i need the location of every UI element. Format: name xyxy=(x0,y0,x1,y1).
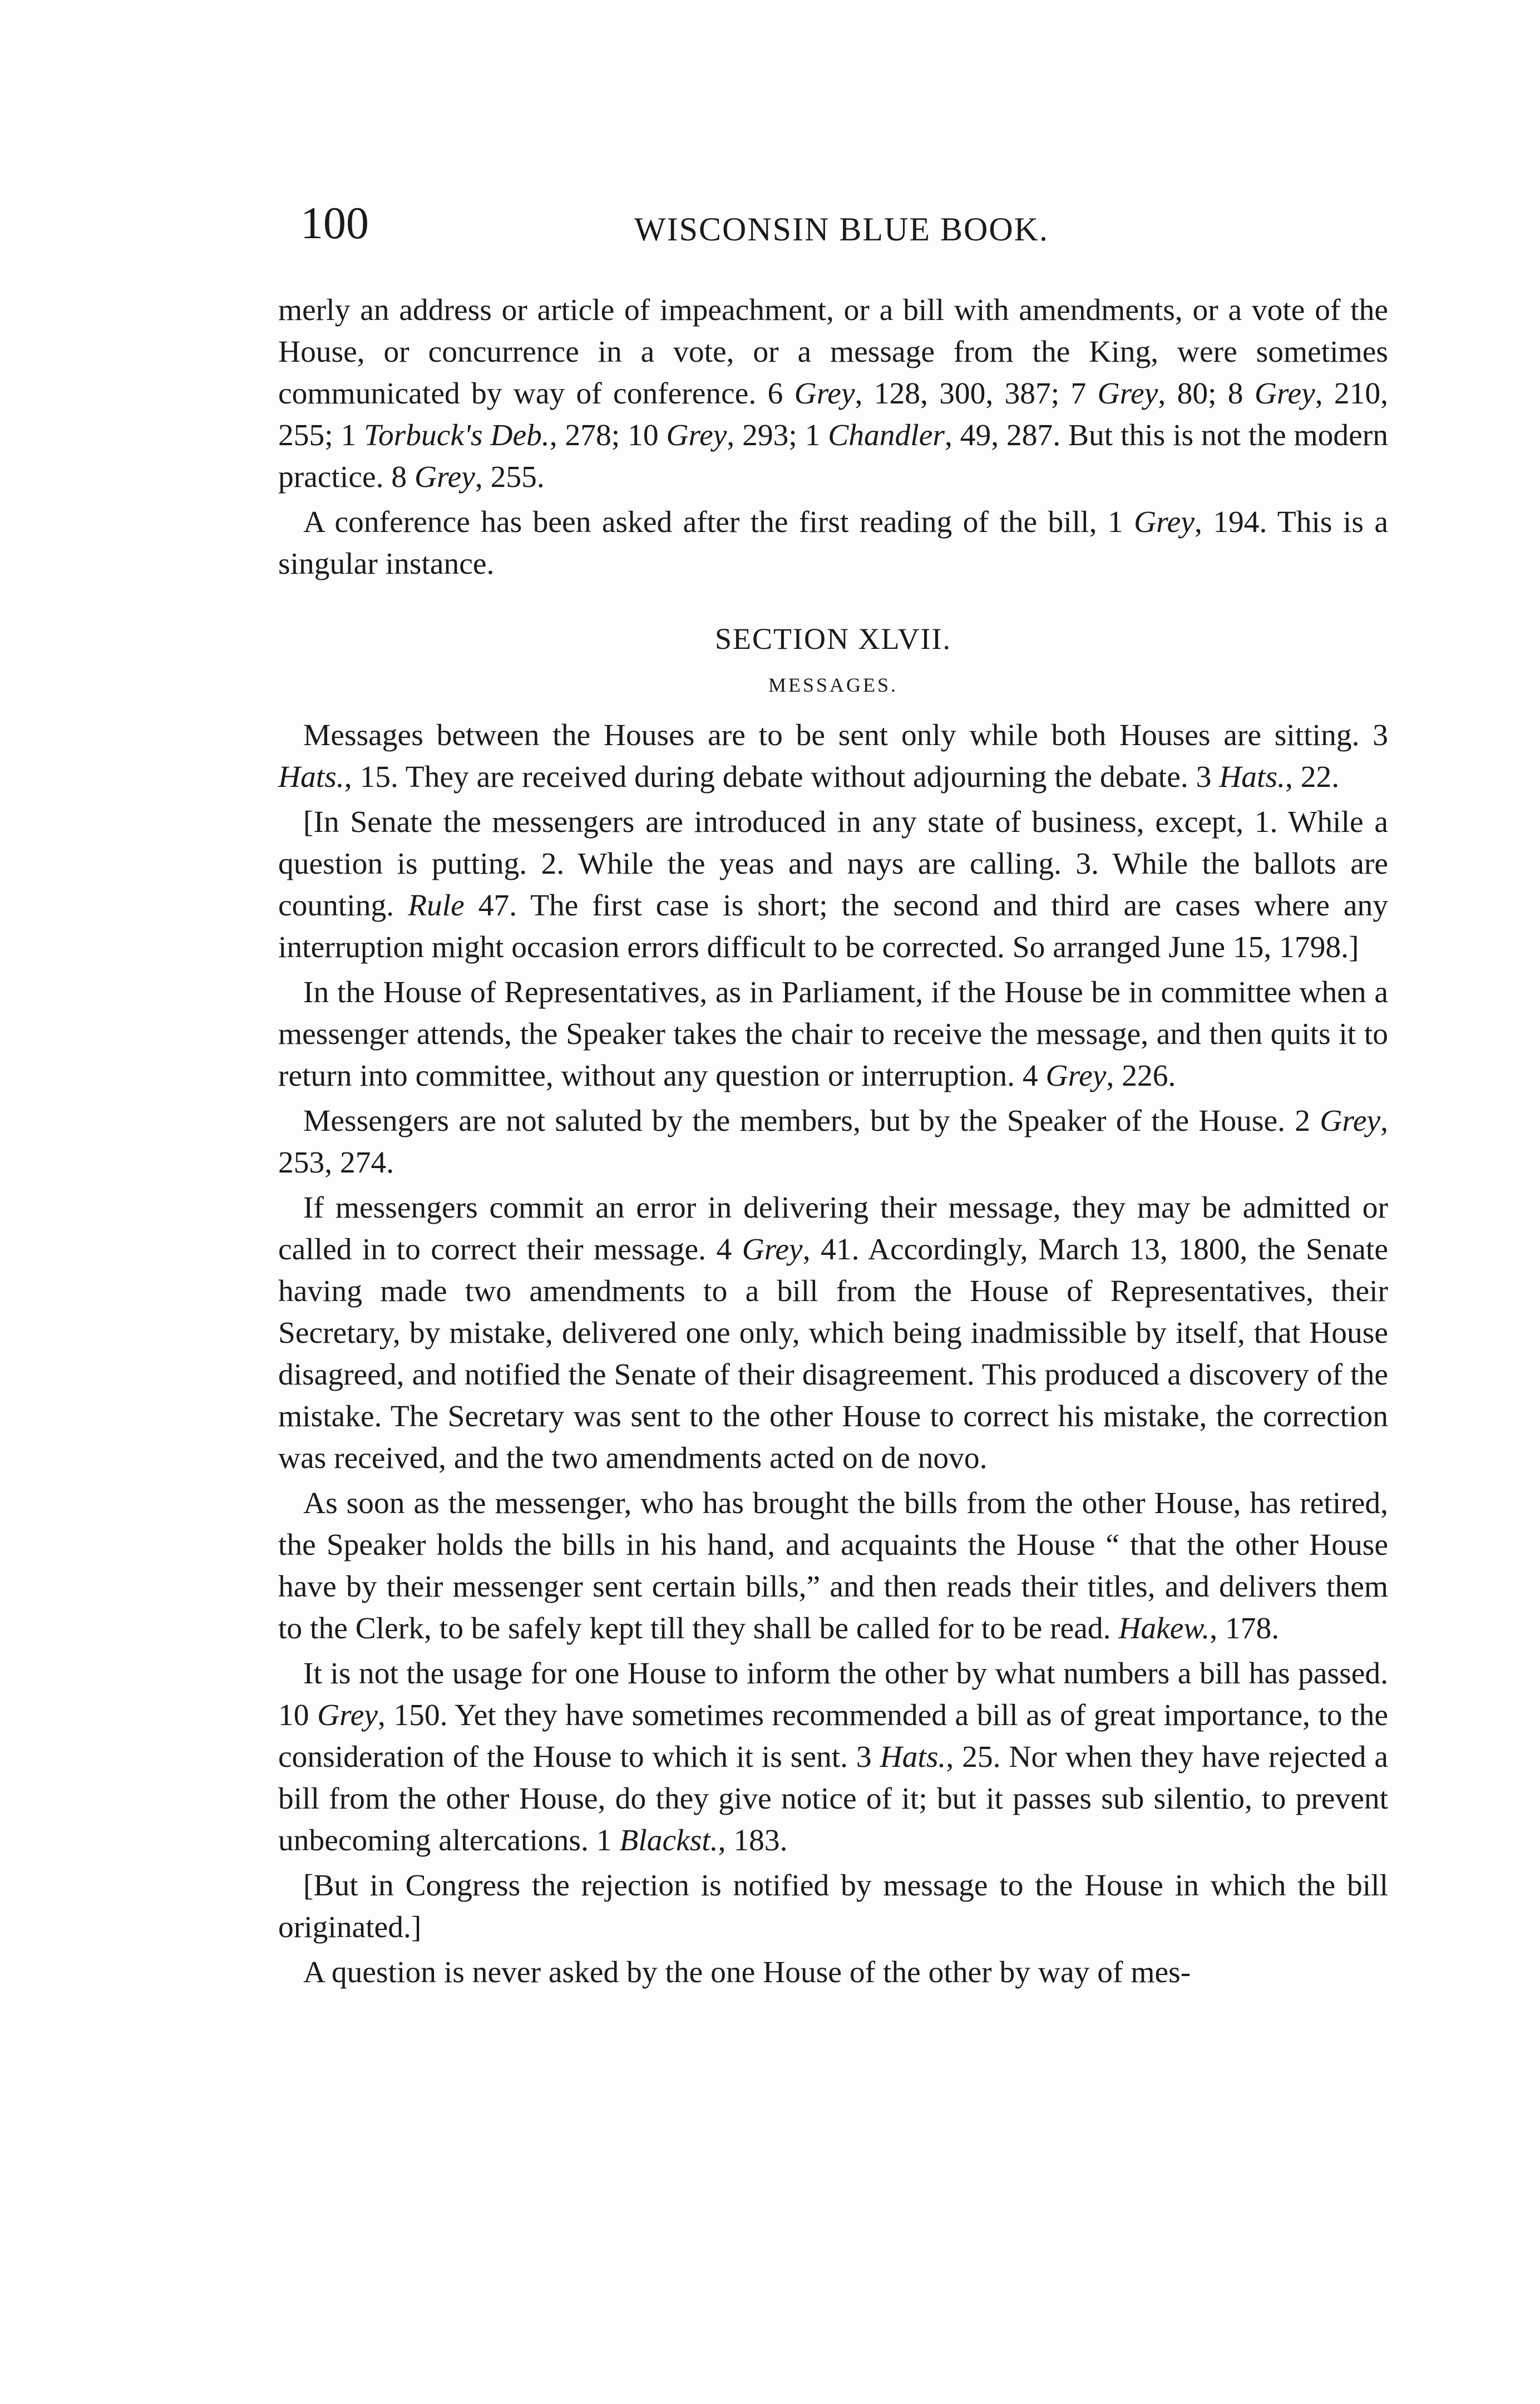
paragraph: It is not the usage for one House to inform the other by what numbers a bill has passed. 10 Grey, 150. Yet they have sometimes recommended a bill as of great importance, to the consideration of the House to which it is sent. 3 Hats., 25. Nor when they have rejected a bill from the other House, do they give notice of it; but it passes sub silentio, to prevent unbecoming altercations. 1 Blackst., 183. xyxy=(278,1657,1389,1858)
running-head: WISCONSIN BLUE BOOK. xyxy=(634,211,1049,248)
section-heading: SECTION XLVII. xyxy=(715,622,951,656)
paragraph: [In Senate the messengers are introduced in any state of business, except, 1. While a question is putting. 2. While the yeas and nays are calling. 3. While the ballots are counting. Rule 47. The first case is short; the second and third are cases where any interruption might occasion errors difficult to be corrected. So arranged June 15, 1798.] xyxy=(278,805,1388,964)
paragraph-continued: merly an address or article of impeachment, or a bill with amendments, or a vote of the House, or concurrence in a vote, or a message from the King, were sometimes communicated by way of conference. 6 Grey, 128, 300, 387; 7 Grey, 80; 8 Grey, 210, 255; 1 Torbuck's Deb., 278; 10 Grey, 293; 1 Chandler, 49, 287. But this is not the modern practice. 8 Grey, 255. xyxy=(278,293,1389,494)
paragraph: In the House of Representatives, as in Parliament, if the House be in committee when a messenger attends, the Speaker takes the chair to receive the message, and then quits it to return into committee, without any question or interruption. 4 Grey, 226. xyxy=(278,976,1388,1093)
paragraph: As soon as the messenger, who has brought the bills from the other House, has retired, the Speaker holds the bills in his hand, and acquaints the House “ that the other House have by their messenger sent certain bills,” and then reads their titles, and delivers them to the Clerk, to be safely kept till they shall be called for to be read. Hakew., 178. xyxy=(278,1486,1388,1646)
paragraph: Messages between the Houses are to be sent only while both Houses are sitting. 3 Hats., 15. They are received during debate without adjourning the debate. 3 Hats., 22. xyxy=(278,718,1388,794)
paragraph: [But in Congress the rejection is notified by message to the House in which the bill originated.] xyxy=(278,1869,1388,1944)
page-number: 100 xyxy=(300,198,369,248)
paragraph: A question is never asked by the one House of the other by way of mes- xyxy=(303,1955,1191,1989)
paragraph: A conference has been asked after the first reading of the bill, 1 Grey, 194. This is a singular instance. xyxy=(278,505,1388,581)
paragraph: If messengers commit an error in delivering their message, they may be admitted or called in to correct their message. 4 Grey, 41. Accordingly, March 13, 1800, the Senate having made two amendments to a bill from the House of Representatives, their Secretary, by mistake, delivered one only, which being inadmissible by itself, that House disagreed, and notified the Senate of their disagreement. This produced a discovery of the mistake. The Secretary was sent to the other House to correct his mistake, the correction was received, and the two amendments acted on de novo. xyxy=(278,1191,1388,1475)
section-subheading: MESSAGES. xyxy=(768,674,899,696)
paragraph: Messengers are not saluted by the members, but by the Speaker of the House. 2 Grey, 253, 274. xyxy=(278,1104,1388,1180)
page-header xyxy=(300,200,1402,267)
body-text xyxy=(278,289,1388,1993)
